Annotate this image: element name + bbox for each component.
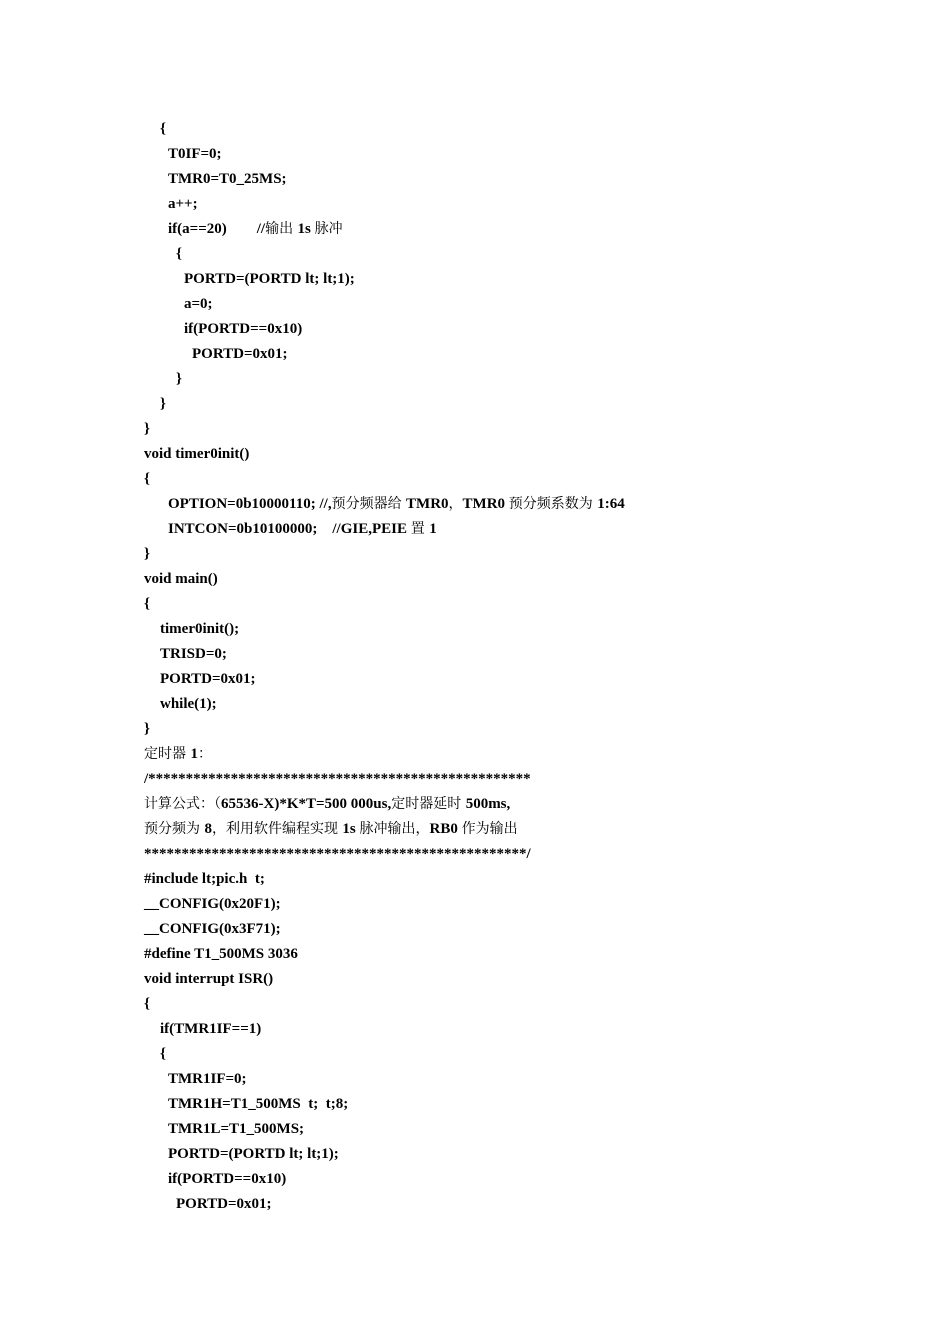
code-text: void interrupt ISR() [144,971,274,987]
code-line [144,592,864,617]
code-text: PORTD=(PORTD lt; lt;1); [184,271,355,287]
chinese-text: ， [448,496,463,512]
code-line [144,117,864,142]
code-line [144,867,864,892]
code-line [144,492,864,517]
code-text: __CONFIG(0x3F71); [144,921,281,937]
code-line [144,717,864,742]
code-line [144,442,864,467]
code-text: OPTION=0b10000110; //, [168,496,332,512]
code-line [144,267,864,292]
code-text: /*************************************************** [144,771,531,787]
chinese-text: 计算公式：（ [144,796,221,812]
code-text: PORTD=(PORTD lt; lt;1); [168,1146,339,1162]
code-line [144,192,864,217]
code-line [144,567,864,592]
code-text: TMR1IF=0; [168,1071,247,1087]
code-listing [144,117,864,1217]
code-text: a++; [168,196,198,212]
chinese-text: ： [197,746,212,762]
code-line [144,892,864,917]
code-text: { [144,996,150,1012]
code-line [144,842,864,867]
code-text: } [144,421,150,437]
code-line [144,292,864,317]
code-text: TMR1L=T1_500MS; [168,1121,305,1137]
code-line [144,317,864,342]
code-text: PORTD=0x01; [192,346,288,362]
code-line [144,692,864,717]
code-text: TMR0 [462,496,509,512]
code-line [144,667,864,692]
code-text: { [176,246,182,262]
code-line [144,367,864,392]
code-line [144,142,864,167]
code-text: 1 [190,746,198,762]
code-text: TMR0=T0_25MS; [168,171,287,187]
chinese-text: 预分频为 [144,821,205,837]
code-text: INTCON=0b10100000; //GIE,PEIE [168,521,411,537]
code-line [144,342,864,367]
code-line [144,967,864,992]
chinese-text: ，利用软件编程实现 [211,821,343,837]
code-text: 1s [342,821,360,837]
code-line [144,417,864,442]
code-text: 1s [297,221,315,237]
code-line [144,1117,864,1142]
chinese-text: 输出 [265,221,298,237]
code-line [144,242,864,267]
code-text: { [144,596,150,612]
code-line [144,1142,864,1167]
code-text: while(1); [160,696,217,712]
code-text: } [160,396,166,412]
code-text: { [144,471,150,487]
code-line [144,992,864,1017]
chinese-text: 脉冲输出， [359,821,430,837]
code-text: PORTD=0x01; [160,671,256,687]
code-text: void timer0init() [144,446,250,462]
code-text: PORTD=0x01; [176,1196,272,1212]
chinese-text: 预分频系数为 [508,496,598,512]
code-line [144,217,864,242]
code-text: 1 [429,521,437,537]
code-text: { [160,1046,166,1062]
code-text: __CONFIG(0x20F1); [144,896,281,912]
code-text: 500ms, [465,796,511,812]
code-line [144,642,864,667]
code-line [144,1092,864,1117]
chinese-text: 定时器延时 [391,796,466,812]
code-line [144,1167,864,1192]
code-text: 1:64 [597,496,625,512]
code-text: a=0; [184,296,213,312]
code-line [144,1067,864,1092]
code-text: T0IF=0; [168,146,222,162]
code-line [144,467,864,492]
chinese-text: 定时器 [144,746,191,762]
code-line [144,817,864,842]
chinese-text: 置 [410,521,430,537]
code-line [144,167,864,192]
code-text: void main() [144,571,218,587]
code-text: if(PORTD==0x10) [184,321,303,337]
code-line [144,517,864,542]
code-line [144,1042,864,1067]
code-text: timer0init(); [160,621,240,637]
code-line [144,1017,864,1042]
code-text: RB0 [429,821,462,837]
code-text: { [160,121,166,137]
code-line [144,617,864,642]
code-text: TMR1H=T1_500MS t; t;8; [168,1096,349,1112]
code-text: } [144,721,150,737]
code-text: } [144,546,150,562]
code-text: 8 [204,821,212,837]
code-text: #include lt;pic.h t; [144,871,265,887]
code-text: TRISD=0; [160,646,227,662]
chinese-text: 预分频器给 [331,496,407,512]
code-line [144,1192,864,1217]
code-text: if(TMR1IF==1) [160,1021,262,1037]
code-text: TMR0 [406,496,449,512]
code-text: if(a==20) // [168,221,266,237]
code-text: ***************************************************/ [144,846,531,862]
chinese-text: 脉冲 [314,221,343,237]
code-line [144,392,864,417]
code-line [144,542,864,567]
code-text: 65536-X)*K*T=500 000us, [221,796,392,812]
code-line [144,742,864,767]
chinese-text: 作为输出 [461,821,518,837]
code-line [144,942,864,967]
code-text: #define T1_500MS 3036 [144,946,298,962]
code-text: if(PORTD==0x10) [168,1171,287,1187]
code-line [144,917,864,942]
code-line [144,792,864,817]
code-line [144,767,864,792]
code-text: } [176,371,182,387]
